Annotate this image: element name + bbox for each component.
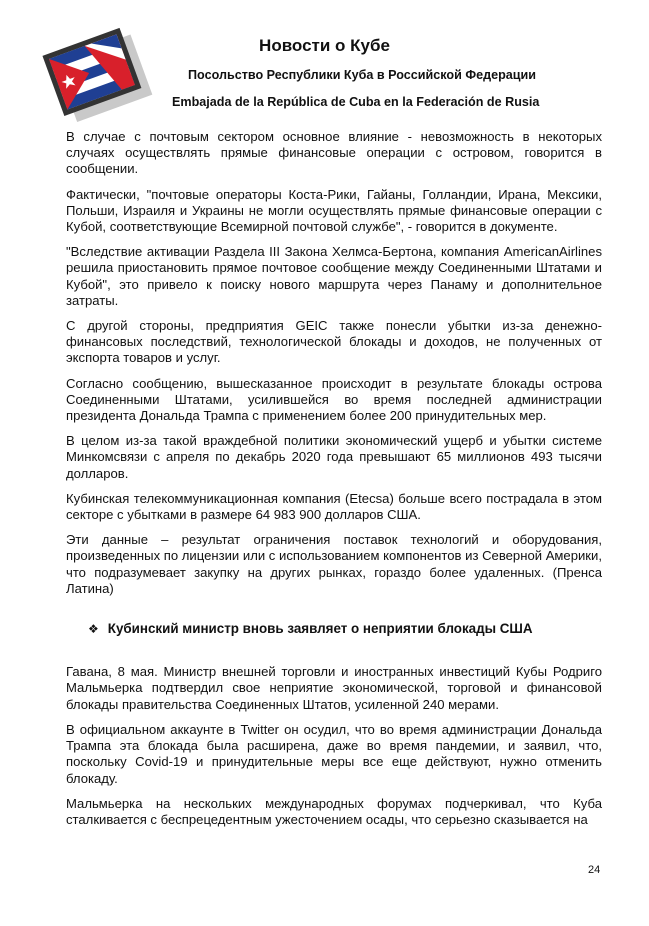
paragraph: С другой стороны, предприятия GEIC также понесли убытки из-за денежно-финансовых последствий, технологической блокады и доходов, не полученных от экспорта товаров и услуг.: [66, 318, 602, 366]
article-heading: [66, 621, 602, 637]
paragraph: Мальмьерка на нескольких международных форумах подчеркивал, что Куба сталкивается с беспрецедентным ужесточением осады, что серьезно сказывается на: [66, 795, 602, 827]
diamond-bullet-icon: ❖: [88, 622, 99, 637]
paragraph: Согласно сообщению, вышесказанное происходит в результате блокады острова Соединенными Штатами, усилившейся во время последней администрации президента Дональда Трампа с применением более 200 принудительных мер.: [66, 375, 602, 424]
paragraph: В целом из-за такой враждебной политики экономический ущерб и убытки системе Минкомсвязи с апреля по декабрь 2020 года превышают 65 миллионов 493 тысячи долларов.: [66, 433, 602, 481]
embassy-name-es: Embajada de la República de Cuba en la Federación de Rusia: [172, 95, 540, 109]
paragraph: Гавана, 8 мая. Министр внешней торговли и иностранных инвестиций Кубы Родриго Мальмьерка подтвердил свое неприятие экономической, торговой и финансовой блокады правительства Соединенных Штатов, усиленной 240 мерами.: [66, 664, 602, 712]
paragraph: Кубинская телекоммуникационная компания (Etecsa) больше всего пострадала в этом секторе с убытками в размере 64 983 900 долларов США.: [66, 490, 602, 523]
page-number: 24: [588, 864, 601, 876]
paragraph: В официальном аккаунте в Twitter он осудил, что во время администрации Дональда Трампа эта блокада была расширена, даже во время пандемии, и заявил, что, поскольку Covid-19 и принудительные меры все еще действуют, нужно отменить блокаду.: [66, 721, 602, 786]
embassy-name-ru: Посольство Республики Куба в Российской Федерации: [188, 68, 536, 82]
article-heading-text: Кубинский министр вновь заявляет о неприятии блокады США: [107, 621, 533, 637]
article-body: [66, 129, 602, 837]
page-title: Новости о Кубе: [259, 36, 390, 55]
paragraph: "Вследствие активации Раздела III Закона Хелмса-Бертона, компания AmericanAirlines решила приостановить прямое почтовое сообщение между Соединенными Штатами и Кубой", это привело к поиску нового маршрута через Панаму и дополнительное затраты.: [66, 244, 602, 308]
paragraph: Эти данные – результат ограничения поставок технологий и оборудования, произведенных по лицензии или с использованием компонентов из Северной Америки, что подразумевает закупку на других рынках, гораздо более удаленных. (Пренса Латина): [66, 532, 602, 596]
paragraph: Фактически, "почтовые операторы Коста-Рики, Гайаны, Голландии, Ирана, Мексики, Польши, Израиля и Украины не могли осуществлять прямые финансовые операции с Кубой, соответствующие Всемирной почтовой службе", - говорится в документе.: [66, 186, 602, 235]
paragraph: В случае с почтовым сектором основное влияние - невозможность в некоторых случаях осуществлять прямые финансовые операции с островом, говорится в сообщении.: [66, 129, 602, 177]
